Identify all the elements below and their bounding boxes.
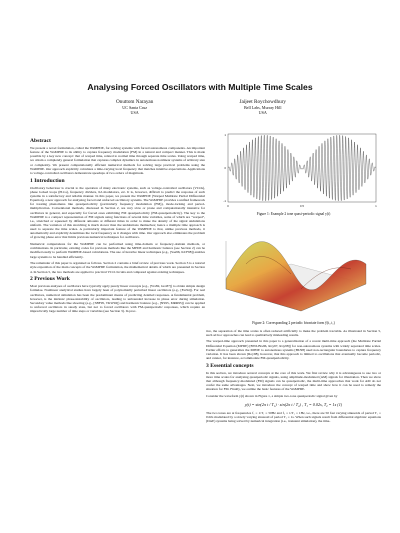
figure-1: [206, 132, 381, 210]
right-column: [206, 132, 381, 426]
author-name: Onuttom Narayan: [116, 99, 154, 105]
svg-text:-1: -1: [223, 199, 226, 203]
essential-concepts-heading: 3 Essential concepts: [206, 362, 254, 369]
right-paragraph-2: The warped-time approach presented in this paper is a generalization of a recent multi-time approach (the Multirate Partial Differential Equation (MPDE) [BWLBG96, Roy97, Roy98]) for non-autonomous systems with widely separated time scales. Earlier efforts to generalize the MPDE to autonomous systems [BU98] used non-rectangular boundaries to capture frequency variation. It has been shown [Roy98], however, that this approach is limited to oscillations that eventually become periodic, and cannot, for instance, accommodate FM-quasiperiodicity.: [206, 339, 381, 361]
author-2: [239, 99, 286, 115]
quasiperiodic-waveform: [228, 135, 376, 201]
intro-heading: 1 Introduction: [30, 177, 65, 184]
abstract-heading: Abstract: [30, 138, 51, 144]
author-affiliation: Bell Labs, Murray Hill: [243, 105, 282, 110]
figure-2: [206, 219, 381, 319]
author-country: USA: [130, 110, 139, 116]
essential-paragraph-3: The two tones are at frequencies f₁ = 1/T₁ = 50Hz and f₂ = 1/T₂ = 1Hz, i.e., there are 50 fast varying sinusoids of period T₁ = 0.02s modulated by a slowly varying sinusoid of period T₂ = 1s. When such signals result from differential algebraic equations (DAE) systems being solved by numerical integration (i.e., transient simulation), the time-: [206, 411, 381, 424]
intro-paragraph-1: Oscillatory behaviour is crucial to the operation of many electronic systems, such as voltage-controlled oscillators (VCOs), phase locked loops (PLLs), frequency dividers, ΣΔ modulators, etc. It is, however, difficult to predict the response of such systems in a satisfactory and reliable manner. In this paper, we present the WaMPDE (Warped Multirate Partial Differential Equation), a new approach for analysing forced and unforced oscillatory systems. The WaMPDE provides a unified framework for treating phenomena like quasiperiodicity (particularly frequency modulation (FM)), mode-locking and period-multiplication. Conventional methods, discussed in Section 2, are very slow or prone and computationally intensive for oscillators in general, and especially for forced ones exhibiting FM quasiperiodicity (FM-quasiperiodicity). The key to the WaMPDE is a compact representation of FM signals using functions of several time variables, some of which are "warped", i.e., stretched or squeezed by different amounts at different times in order to make the density of the signal undulations uniform. The variation of this stretching is much slower than the undulations themselves; hence a multiple time approach is used to separate the time scales. A particularly important feature of the WaMPDE is that, unlike previous methods, it automatically and explicitly determines the local frequency as it changes with time. Our approach also eliminates the problem of growing phase error that limits previous numerical techniques for oscillators.: [30, 185, 205, 240]
right-paragraph-1: tice, the separation of the time scales is often reduced artificially to make the problem tractable. As illustrated in Section 5, such ad hoc approaches can lead to qualitatively misleading results.: [206, 328, 381, 337]
left-column: [30, 138, 205, 316]
previous-work-paragraph: Most previous analyses of oscillators have typically apply purely linear concepts (e.g., [Vra82, Gro87]) to obtain simple design formulae. Nonlinear analytical studies have largely been of polynomially perturbed linear oscillators (e.g., [Far94]). For real oscillators, numerical simulation has been the predominant means of predicting detailed responses. A fundamental problem, however, is the intrinsic phase-instability of oscillators, leading to unbounded increase in phase error during simulation. Secondary value methods like shooting (e.g., [SBF95, TKW92]) and harmonic balance (e.g., [NS95, MRR95]) can be applied to unforced oscillators in steady state, but not to forced oscillators with FM-quasiperiodic responses, which require an impractically large number of time steps or variables (see Section 3). In prac-: [30, 284, 205, 314]
svg-text:0: 0: [227, 204, 229, 208]
svg-text:0.5: 0.5: [299, 204, 305, 208]
figure-1-caption: Figure 1: Example 2 tone quasi-periodic signal y(t): [256, 212, 331, 216]
figure-2-surface: [206, 219, 381, 319]
figure-2-caption: Figure 2: Corresponding 2 periodic bivariate form ŷ(t₁,t₂): [252, 321, 335, 326]
previous-work-heading: 2 Previous Work: [30, 276, 70, 283]
equation-1: y(t) = sin(2π t / T₁) · sin(2π t / T₂) , T₁ = 0.02s, T₂ = 1s (1): [244, 402, 343, 408]
svg-text:0: 0: [224, 166, 226, 170]
author-name: Jaijeet Roychowdhury: [239, 99, 286, 105]
author-affiliation: UC Santa Cruz: [122, 105, 148, 110]
abstract-text: We present a novel formulation, called the WaMPDE, for solving systems with forced autonomous components. An important feature of the WaMPDE is its ability to capture frequency modulation (FM) in a natural and compact manner. This is made possible by a key new concept: that of warped time, related to normal time through separate time scales. Using warped time, we obtain a completely general formulation that captures complex dynamics in autonomous nonlinear systems of arbitrary size or complexity. We present computationally efficient numerical methods for solving large practical problems using the WaMPDE. Our approach explicitly calculates a time-varying local frequency that matches intuitive expectations. Applications to voltage-controlled oscillators demonstrate speedups of two orders of magnitude.: [30, 146, 205, 175]
author-1: [116, 99, 153, 115]
author-country: USA: [258, 110, 267, 116]
intro-paragraph-2: Numerical computations for the WaMPDE can be performed using time-domain or frequency-domain methods, or combinations. In particular, existing codes for previous methods like the MPDE and harmonic balance (see Section 2) can be modified easily to perform WaMPDE-based calculations. The use of iterative linear techniques (e.g., [Saa96, KCF98]) enables large systems to be handled efficiently.: [30, 242, 205, 259]
essential-paragraph-1: In this section, we introduce several concepts at the core of this work. We first review why it is advantageous to use two or more time scales for analysing quasiperiodic signals, using amplitude-modulated (AM) signals for illustration. Then we show that although frequency-modulated (FM) signals can be quasiperiodic, the multi-time approaches that work for AM do not confer the same advantages. Next, we introduce the concept of warped time and show how it can be used to remedy the situation for FM. Finally, we outline the basic features of the WaMPDE.: [206, 370, 381, 392]
svg-text:1: 1: [375, 204, 377, 208]
figure-1-plot: [206, 132, 381, 210]
essential-paragraph-2: Consider the waveform y(t) shown in Figure 1, a simple two-tone quasiperiodic signal given by: [206, 393, 338, 398]
intro-paragraph-3: The remainder of this paper is organized as follows. Section 2 contains a brief review of previous work. Section 3 is a tutorial style exposition of the main concepts of the WaMPDE formulation, the mathematical details of which are presented in Section 4. In Section 5, the two methods are applied to practical VCO circuits and compared against existing techniques.: [30, 261, 205, 274]
author-block: [116, 99, 286, 115]
svg-text:1: 1: [224, 133, 226, 137]
paper-title: Analysing Forced Oscillators with Multiple Time Scales: [87, 82, 313, 92]
